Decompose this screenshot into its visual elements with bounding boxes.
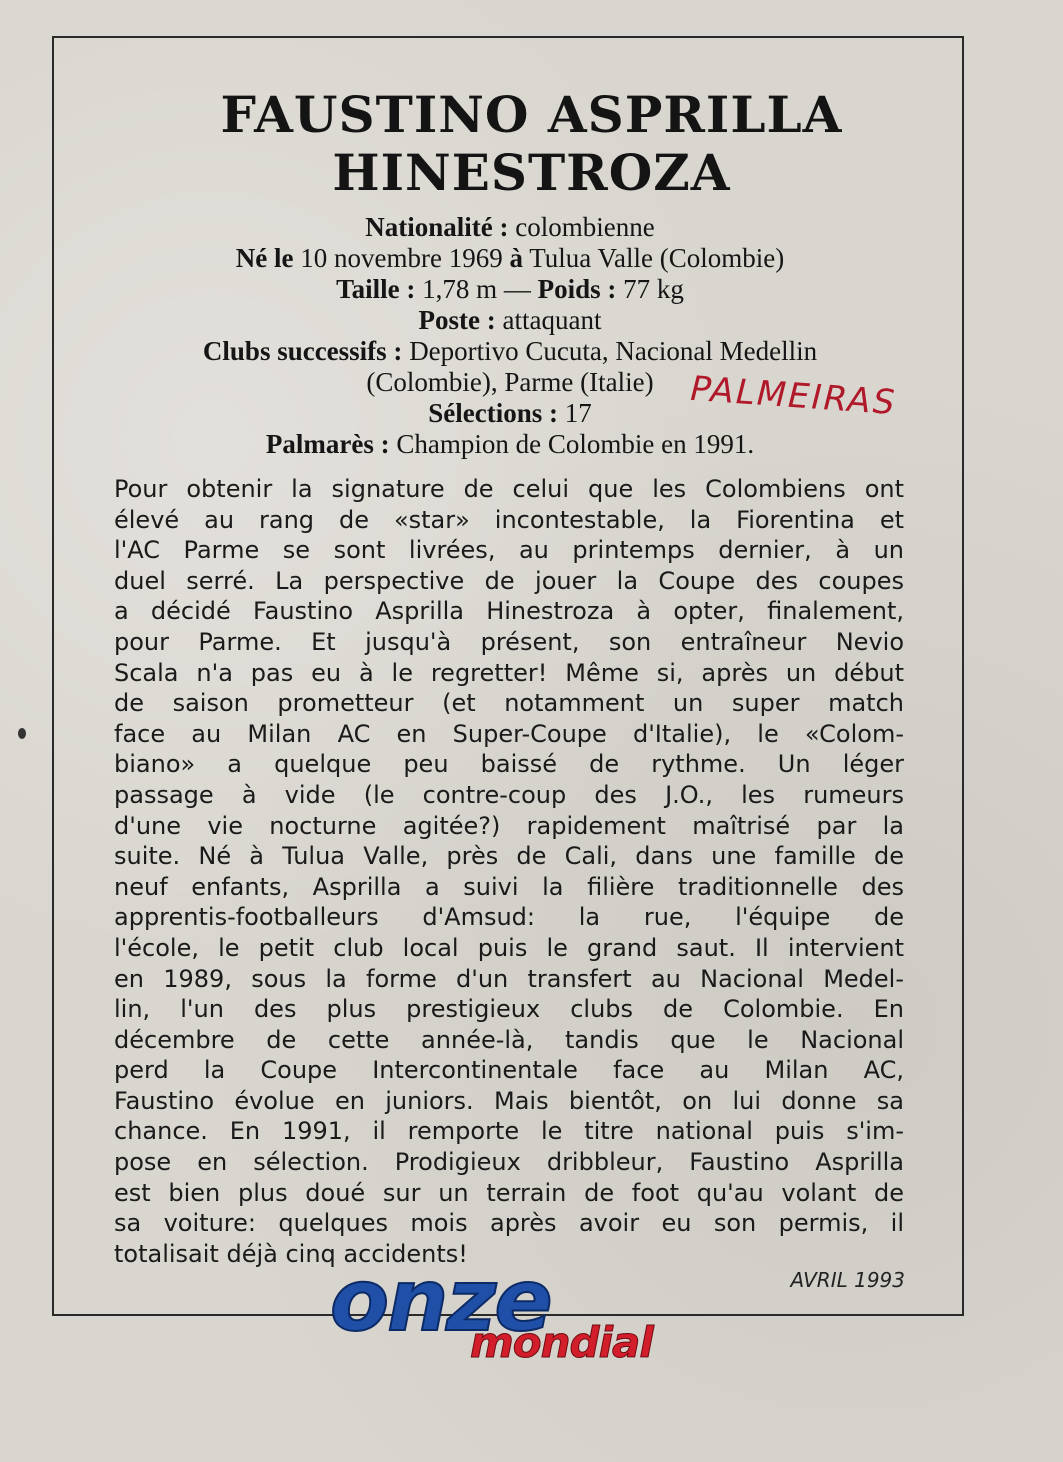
biography-line: Pour obtenir la signature de celui que les Colombiens ont	[114, 475, 904, 503]
biography-line: totalisait déjà cinq accidents!	[114, 1239, 468, 1268]
birth-label: Né le	[235, 243, 294, 273]
position-value: attaquant	[495, 305, 602, 335]
birth-date: 10 novembre 1969	[293, 243, 510, 273]
biography-line: l'école, le petit club local puis le grand saut. Il intervient	[114, 933, 904, 962]
biography-line: est bien plus doué sur un terrain de foot qu'au volant de	[114, 1178, 904, 1207]
clubs-value-line2: (Colombie), Parme (Italie)	[366, 367, 654, 397]
biography-line: a décidé Faustino Asprilla Hinestroza à opter, finalement,	[114, 597, 904, 626]
birth-row	[80, 243, 940, 274]
selections-label: Sélections :	[428, 398, 558, 428]
biography-line: Scala n'a pas eu à le regretter! Même si, après un début	[114, 658, 904, 687]
biography-line: pose en sélection. Prodigieux dribbleur, Faustino Asprilla	[114, 1148, 904, 1177]
logo-mondial: mondial	[470, 1318, 653, 1367]
birth-at: à	[509, 243, 523, 273]
publication-date: AVRIL 1993	[790, 1268, 905, 1292]
biography-line: Faustino évolue en juniors. Mais bientôt, on lui donne sa	[114, 1086, 904, 1115]
player-name-line1: FAUSTINO ASPRILLA	[220, 85, 843, 144]
birth-place: Tulua Valle (Colombie)	[522, 243, 785, 273]
biography-line: suite. Né à Tulua Valle, près de Cali, dans une famille de	[114, 842, 904, 871]
biography-line: lin, l'un des plus prestigieux clubs de Colombie. En	[114, 995, 904, 1024]
nationality-label: Nationalité :	[365, 212, 509, 242]
clubs-value-line1: Deportivo Cucuta, Nacional Medellin	[402, 336, 818, 366]
height-label: Taille :	[336, 274, 416, 304]
height-weight-row	[80, 274, 940, 305]
paper-mark	[18, 728, 26, 739]
biography-line: élevé au rang de «star» incontestable, la Fiorentina et	[114, 505, 904, 534]
biography-line: duel serré. La perspective de jouer la Coupe des coupes	[114, 566, 904, 595]
nationality-row	[80, 212, 940, 243]
height-value: 1,78 m —	[415, 274, 538, 304]
palmares-value: Champion de Colombie en 1991.	[389, 429, 755, 459]
biography-line: d'une vie nocturne agitée?) rapidement maîtrisé par la	[114, 811, 904, 840]
biography-line: l'AC Parme se sont livrées, au printemps dernier, à un	[114, 536, 904, 565]
selections-value: 17	[557, 398, 592, 428]
biography-line: décembre de cette année-là, tandis que le Nacional	[114, 1025, 904, 1054]
biography-line: perd la Coupe Intercontinentale face au Milan AC,	[114, 1056, 904, 1085]
biography-text	[114, 474, 904, 1269]
palmares-label: Palmarès :	[265, 429, 390, 459]
palmares-row	[80, 429, 940, 460]
biography-line: neuf enfants, Asprilla a suivi la filière traditionnelle des	[114, 872, 904, 901]
player-info-block	[80, 212, 940, 460]
logo-onze: onze	[330, 1251, 551, 1351]
biography-line: face au Milan AC en Super-Coupe d'Italie), le «Colom-	[114, 719, 904, 748]
clubs-label: Clubs successifs :	[202, 336, 403, 366]
nationality-value: colombienne	[508, 212, 655, 242]
onze-mondial-logo	[330, 1251, 700, 1376]
position-row	[80, 305, 940, 336]
weight-value: 77 kg	[616, 274, 684, 304]
biography-line: sa voiture: quelques mois après avoir eu son permis, il	[114, 1209, 904, 1238]
weight-label: Poids :	[537, 274, 617, 304]
biography-line: apprentis-footballeurs d'Amsud: la rue, l'équipe de	[114, 903, 904, 932]
biography-line: de saison prometteur (et notamment un super match	[114, 689, 904, 718]
biography-line: chance. En 1991, il remporte le titre national puis s'im-	[114, 1117, 904, 1146]
biography-line: biano» a quelque peu baissé de rythme. Un léger	[114, 750, 904, 779]
biography-line: pour Parme. Et jusqu'à présent, son entraîneur Nevio	[114, 627, 904, 656]
player-name-line2: HINESTROZA	[332, 143, 731, 202]
biography-line: passage à vide (le contre-coup des J.O., les rumeurs	[114, 780, 904, 809]
biography-line: en 1989, sous la forme d'un transfert au Nacional Medel-	[114, 964, 904, 993]
handwritten-annotation: PALMEIRAS	[685, 369, 902, 423]
position-label: Poste :	[418, 305, 496, 335]
clubs-row	[80, 336, 940, 367]
